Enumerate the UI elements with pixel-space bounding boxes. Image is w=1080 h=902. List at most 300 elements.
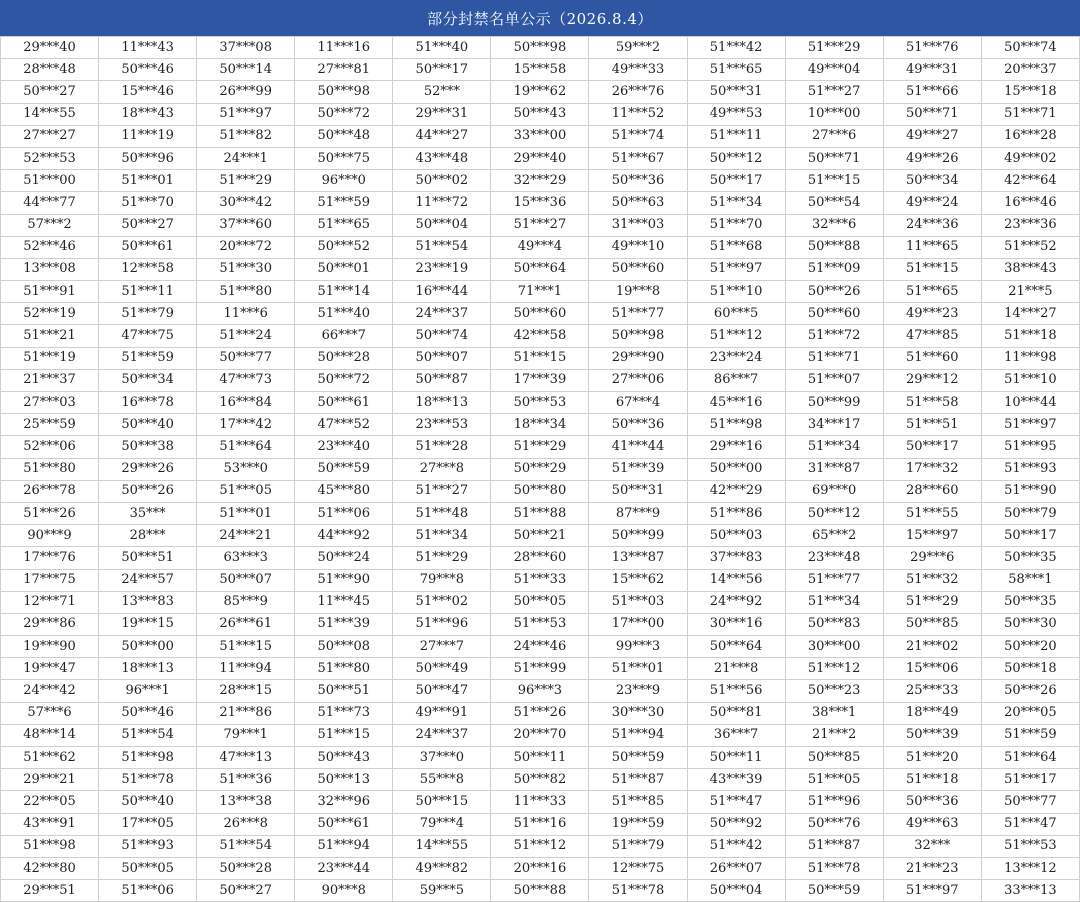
table-row [1,525,1080,547]
table-cell: 90***8 [295,880,393,902]
table-cell: 24***21 [197,525,295,547]
table-cell: 51***79 [589,835,687,857]
table-cell: 51***80 [295,658,393,680]
table-cell: 50***88 [785,236,883,258]
table-cell: 50***49 [393,658,491,680]
table-cell: 49***4 [491,236,589,258]
table-cell: 51***12 [687,325,785,347]
table-cell: 50***81 [687,702,785,724]
table-row [1,414,1080,436]
table-cell: 50***99 [589,525,687,547]
table-cell: 18***34 [491,414,589,436]
table-cell: 23***53 [393,414,491,436]
table-cell: 50***88 [491,880,589,902]
table-cell: 17***00 [589,613,687,635]
table-cell: 51***53 [981,835,1079,857]
table-cell: 51***47 [981,813,1079,835]
table-cell: 50***35 [981,547,1079,569]
table-cell: 17***39 [491,369,589,391]
table-cell: 51***97 [687,258,785,280]
table-cell: 50***64 [491,258,589,280]
table-cell: 50***23 [785,680,883,702]
table-cell: 51***80 [1,458,99,480]
table-cell: 50***02 [393,170,491,192]
table-row [1,791,1080,813]
table-cell: 50***85 [785,747,883,769]
table-cell: 42***64 [981,170,1079,192]
table-cell: 51***48 [393,502,491,524]
table-cell: 23***48 [785,547,883,569]
table-cell: 24***42 [1,680,99,702]
table-cell: 51***29 [393,547,491,569]
table-cell: 50***31 [589,480,687,502]
table-cell: 24***57 [99,569,197,591]
table-cell: 50***35 [981,591,1079,613]
table-cell: 51***07 [785,369,883,391]
table-cell: 23***24 [687,347,785,369]
table-cell: 10***44 [981,392,1079,414]
table-cell: 51***99 [491,658,589,680]
table-row [1,303,1080,325]
table-cell: 51***90 [295,569,393,591]
table-cell: 50***05 [491,591,589,613]
table-cell: 29***21 [1,769,99,791]
table-cell: 13***87 [589,547,687,569]
table-cell: 51***98 [99,747,197,769]
table-cell: 18***13 [99,658,197,680]
table-cell: 51***97 [883,880,981,902]
table-cell: 49***33 [589,59,687,81]
table-cell: 32***96 [295,791,393,813]
table-cell: 51***82 [197,125,295,147]
table-cell: 16***84 [197,392,295,414]
table-cell: 87***9 [589,502,687,524]
table-cell: 51***06 [295,502,393,524]
table-row [1,392,1080,414]
table-cell: 15***18 [981,81,1079,103]
table-cell: 27***7 [393,636,491,658]
table-row [1,613,1080,635]
table-row [1,37,1080,59]
table-cell: 51***91 [1,281,99,303]
table-cell: 11***45 [295,591,393,613]
table-row [1,281,1080,303]
table-cell: 11***72 [393,192,491,214]
table-cell: 50***74 [393,325,491,347]
table-cell: 51***00 [1,170,99,192]
table-cell: 51***85 [589,791,687,813]
table-cell: 50***40 [99,791,197,813]
table-cell: 29***16 [687,436,785,458]
table-cell: 49***27 [883,125,981,147]
table-cell: 50***17 [393,59,491,81]
table-cell: 50***83 [785,613,883,635]
table-cell: 16***78 [99,392,197,414]
table-cell: 49***31 [883,59,981,81]
table-cell: 51***14 [295,281,393,303]
table-cell: 30***16 [687,613,785,635]
table-cell: 50***76 [785,813,883,835]
table-cell: 51***62 [1,747,99,769]
table-cell: 51***78 [785,857,883,879]
table-cell: 51***70 [687,214,785,236]
table-cell: 50***12 [785,502,883,524]
table-cell: 23***9 [589,680,687,702]
table-cell: 50***96 [99,147,197,169]
table-cell: 50***39 [883,724,981,746]
table-row [1,724,1080,746]
table-cell: 50***26 [99,480,197,502]
table-cell: 49***53 [687,103,785,125]
table-cell: 11***43 [99,37,197,59]
table-cell: 50***61 [295,392,393,414]
table-cell: 51***11 [99,281,197,303]
table-cell: 50***17 [883,436,981,458]
table-cell: 51***42 [687,37,785,59]
table-cell: 50***12 [687,147,785,169]
table-cell: 23***19 [393,258,491,280]
table-cell: 15***46 [99,81,197,103]
table-cell: 49***82 [393,857,491,879]
table-cell: 14***55 [1,103,99,125]
table-cell: 96***0 [295,170,393,192]
table-cell: 14***56 [687,569,785,591]
table-cell: 50***28 [295,347,393,369]
table-cell: 51***78 [589,880,687,902]
table-cell: 50***87 [393,369,491,391]
table-row [1,369,1080,391]
table-cell: 51***59 [295,192,393,214]
table-cell: 51***68 [687,236,785,258]
table-cell: 38***1 [785,702,883,724]
table-cell: 50***48 [295,125,393,147]
table-cell: 50***60 [589,258,687,280]
table-cell: 51***15 [785,170,883,192]
table-cell: 50***98 [491,37,589,59]
table-cell: 51***77 [589,303,687,325]
table-row [1,658,1080,680]
table-row [1,591,1080,613]
table-cell: 51***11 [687,125,785,147]
table-cell: 21***8 [687,658,785,680]
table-cell: 51***66 [883,81,981,103]
table-cell: 11***98 [981,347,1079,369]
table-cell: 51***32 [883,569,981,591]
table-cell: 51***95 [981,436,1079,458]
table-cell: 50***52 [295,236,393,258]
table-cell: 50***30 [981,613,1079,635]
table-cell: 50***47 [393,680,491,702]
table-cell: 37***60 [197,214,295,236]
table-row [1,258,1080,280]
table-row [1,857,1080,879]
table-cell: 51***01 [589,658,687,680]
table-row [1,103,1080,125]
table-cell: 50***07 [197,569,295,591]
table-cell: 36***7 [687,724,785,746]
table-cell: 50***38 [99,436,197,458]
table-cell: 51***54 [197,835,295,857]
table-row [1,170,1080,192]
table-cell: 50***85 [883,613,981,635]
table-cell: 21***37 [1,369,99,391]
table-cell: 29***6 [883,547,981,569]
table-cell: 50***51 [295,680,393,702]
table-cell: 51***40 [393,37,491,59]
table-cell: 51***65 [687,59,785,81]
table-cell: 50***01 [295,258,393,280]
table-cell: 16***44 [393,281,491,303]
table-cell: 50***46 [99,59,197,81]
table-row [1,81,1080,103]
table-cell: 27***81 [295,59,393,81]
table-cell: 50***59 [295,458,393,480]
table-cell: 51***09 [785,258,883,280]
table-cell: 30***42 [197,192,295,214]
table-cell: 26***76 [589,81,687,103]
table-cell: 51***27 [785,81,883,103]
table-cell: 50***34 [99,369,197,391]
table-cell: 50***72 [295,369,393,391]
table-cell: 38***43 [981,258,1079,280]
table-cell: 50***72 [295,103,393,125]
table-cell: 51***98 [1,835,99,857]
table-row [1,502,1080,524]
table-cell: 50***24 [295,547,393,569]
table-cell: 51***10 [981,369,1079,391]
table-row [1,813,1080,835]
table-cell: 50***21 [491,525,589,547]
table-cell: 51***56 [687,680,785,702]
table-cell: 59***2 [589,37,687,59]
table-cell: 50***80 [491,480,589,502]
table-cell: 51***94 [589,724,687,746]
table-cell: 20***37 [981,59,1079,81]
table-cell: 51***20 [883,747,981,769]
table-cell: 51***87 [785,835,883,857]
table-cell: 50***71 [883,103,981,125]
table-cell: 21***86 [197,702,295,724]
table-row [1,835,1080,857]
table-cell: 51***12 [785,658,883,680]
table-cell: 12***75 [589,857,687,879]
table-cell: 20***70 [491,724,589,746]
table-cell: 29***40 [1,37,99,59]
table-cell: 29***90 [589,347,687,369]
table-row [1,147,1080,169]
table-cell: 33***13 [981,880,1079,902]
table-cell: 30***00 [785,636,883,658]
table-cell: 47***13 [197,747,295,769]
table-cell: 37***83 [687,547,785,569]
table-cell: 79***8 [393,569,491,591]
table-cell: 51***74 [589,125,687,147]
table-cell: 51***64 [197,436,295,458]
table-cell: 50***00 [687,458,785,480]
table-cell: 50***27 [197,880,295,902]
table-row [1,636,1080,658]
table-row [1,436,1080,458]
table-cell: 29***86 [1,613,99,635]
table-cell: 51***30 [197,258,295,280]
table-cell: 42***58 [491,325,589,347]
table-row [1,214,1080,236]
table-cell: 50***98 [295,81,393,103]
table-cell: 51***71 [981,103,1079,125]
table-cell: 51***59 [981,724,1079,746]
table-cell: 26***07 [687,857,785,879]
table-cell: 51***86 [687,502,785,524]
table-cell: 15***36 [491,192,589,214]
table-cell: 50***74 [981,37,1079,59]
table-cell: 11***94 [197,658,295,680]
table-cell: 51***15 [491,347,589,369]
table-cell: 15***62 [589,569,687,591]
table-cell: 25***59 [1,414,99,436]
table-cell: 65***2 [785,525,883,547]
table-cell: 17***32 [883,458,981,480]
table-cell: 11***33 [491,791,589,813]
table-cell: 29***12 [883,369,981,391]
table-cell: 14***27 [981,303,1079,325]
table-cell: 10***00 [785,103,883,125]
table-row [1,480,1080,502]
table-cell: 15***06 [883,658,981,680]
table-cell: 11***52 [589,103,687,125]
table-cell: 50***98 [589,325,687,347]
table-cell: 51***87 [589,769,687,791]
table-row [1,59,1080,81]
table-cell: 50***77 [981,791,1079,813]
table-cell: 51***67 [589,147,687,169]
table-cell: 20***16 [491,857,589,879]
table-cell: 23***44 [295,857,393,879]
table-cell: 50***43 [295,747,393,769]
table-cell: 27***03 [1,392,99,414]
table-cell: 52***19 [1,303,99,325]
table-cell: 50***40 [99,414,197,436]
table-cell: 17***05 [99,813,197,835]
table-cell: 96***3 [491,680,589,702]
table-cell: 51***60 [883,347,981,369]
ban-list-body [1,37,1080,902]
table-cell: 85***9 [197,591,295,613]
table-cell: 51***78 [99,769,197,791]
table-cell: 66***7 [295,325,393,347]
table-cell: 50***31 [687,81,785,103]
table-cell: 45***16 [687,392,785,414]
table-cell: 51***16 [491,813,589,835]
table-cell: 51***55 [883,502,981,524]
table-cell: 51***29 [197,170,295,192]
table-cell: 49***26 [883,147,981,169]
table-cell: 49***23 [883,303,981,325]
table-cell: 50***14 [197,59,295,81]
table-cell: 47***75 [99,325,197,347]
table-cell: 50***20 [981,636,1079,658]
table-cell: 31***03 [589,214,687,236]
table-cell: 50***11 [491,747,589,769]
table-cell: 50***36 [589,414,687,436]
table-cell: 67***4 [589,392,687,414]
table-cell: 19***90 [1,636,99,658]
table-cell: 20***05 [981,702,1079,724]
table-cell: 51***12 [491,835,589,857]
table-cell: 51***71 [785,347,883,369]
table-cell: 51***54 [99,724,197,746]
table-cell: 26***99 [197,81,295,103]
table-cell: 51***96 [785,791,883,813]
table-cell: 19***62 [491,81,589,103]
table-cell: 51***28 [393,436,491,458]
table-cell: 16***46 [981,192,1079,214]
table-cell: 49***02 [981,147,1079,169]
table-row [1,569,1080,591]
table-cell: 51***51 [883,414,981,436]
table-cell: 51***05 [785,769,883,791]
table-cell: 17***42 [197,414,295,436]
table-cell: 21***02 [883,636,981,658]
table-cell: 50***07 [393,347,491,369]
table-row [1,125,1080,147]
table-cell: 60***5 [687,303,785,325]
table-cell: 11***65 [883,236,981,258]
table-cell: 19***47 [1,658,99,680]
table-row [1,702,1080,724]
table-cell: 13***83 [99,591,197,613]
table-cell: 51***18 [883,769,981,791]
table-cell: 79***4 [393,813,491,835]
table-cell: 27***6 [785,125,883,147]
table-cell: 51***59 [99,347,197,369]
table-cell: 37***0 [393,747,491,769]
table-cell: 51***27 [393,480,491,502]
table-cell: 49***24 [883,192,981,214]
table-cell: 22***05 [1,791,99,813]
table-cell: 51***52 [981,236,1079,258]
table-cell: 35*** [99,502,197,524]
table-cell: 13***12 [981,857,1079,879]
table-cell: 53***0 [197,458,295,480]
table-cell: 51***02 [393,591,491,613]
table-cell: 44***92 [295,525,393,547]
table-cell: 29***26 [99,458,197,480]
table-cell: 15***97 [883,525,981,547]
table-cell: 50***54 [785,192,883,214]
table-cell: 49***91 [393,702,491,724]
table-cell: 51***21 [1,325,99,347]
table-cell: 50***18 [981,658,1079,680]
table-cell: 51***88 [491,502,589,524]
table-cell: 50***71 [785,147,883,169]
table-cell: 51***72 [785,325,883,347]
table-cell: 11***6 [197,303,295,325]
table-cell: 14***55 [393,835,491,857]
table-cell: 51***64 [981,747,1079,769]
table-cell: 31***87 [785,458,883,480]
table-cell: 49***63 [883,813,981,835]
table-row [1,325,1080,347]
table-cell: 50***15 [393,791,491,813]
table-cell: 26***8 [197,813,295,835]
table-cell: 51***29 [883,591,981,613]
table-cell: 51***29 [491,436,589,458]
table-cell: 21***5 [981,281,1079,303]
table-cell: 51***96 [393,613,491,635]
table-cell: 57***6 [1,702,99,724]
table-row [1,347,1080,369]
table-cell: 96***1 [99,680,197,702]
